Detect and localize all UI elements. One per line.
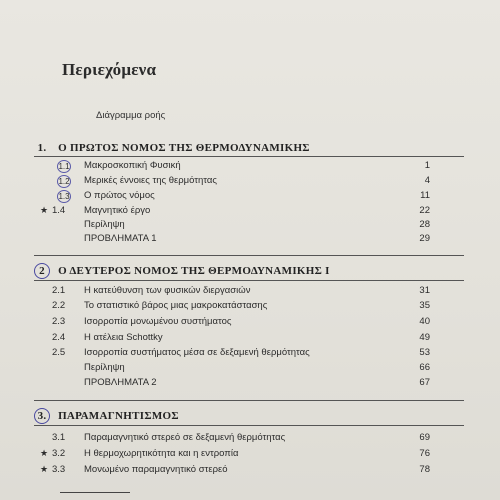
entry-number: 1.1 xyxy=(58,162,70,171)
toc-entry xyxy=(40,175,440,188)
chapter-rule xyxy=(34,425,464,426)
entry-number: 2.3 xyxy=(52,316,66,327)
entry-number: 1.4 xyxy=(52,205,66,216)
star-mark-icon: ★ xyxy=(40,464,49,474)
toc-entry xyxy=(40,377,440,390)
entry-title: ΠΡΟΒΛΗΜΑΤΑ 2 xyxy=(84,377,157,388)
entry-title: Ο πρώτος νόμος xyxy=(84,190,155,201)
entry-page: 28 xyxy=(419,219,430,230)
chapter-title: Ο ΔΕΥΤΕΡΟΣ ΝΟΜΟΣ ΤΗΣ ΘΕΡΜΟΔΥΝΑΜΙΚΗΣ I xyxy=(58,265,330,277)
entry-page: 76 xyxy=(419,448,430,459)
toc-entry xyxy=(40,316,440,329)
entry-title: Περίληψη xyxy=(84,362,125,373)
entry-title: Μακροσκοπική Φυσική xyxy=(84,160,181,171)
entry-page: 53 xyxy=(419,347,430,358)
entry-page: 11 xyxy=(420,190,430,201)
footnote-rule xyxy=(60,492,130,493)
toc-entry xyxy=(40,160,440,173)
toc-entry xyxy=(40,219,440,232)
chapter-title: Ο ΠΡΩΤΟΣ ΝΟΜΟΣ ΤΗΣ ΘΕΡΜΟΔΥΝΑΜΙΚΗΣ xyxy=(58,142,310,154)
toc-entry xyxy=(40,332,440,345)
chapter-3-heading xyxy=(34,408,179,424)
entry-title: Παραμαγνητικό στερεό σε δεξαμενή θερμότητας xyxy=(84,432,286,443)
toc-entry xyxy=(40,464,440,477)
flow-diagram-label: Διάγραμμα ροής xyxy=(96,110,166,121)
entry-page: 4 xyxy=(424,175,430,186)
toc-entry xyxy=(40,205,440,218)
star-mark-icon: ★ xyxy=(40,205,49,215)
entry-page: 22 xyxy=(419,205,430,216)
entry-title: Ισορροπία συστήματος μέσα σε δεξαμενή θερμότητας xyxy=(84,347,310,358)
entry-page: 67 xyxy=(419,377,430,388)
page-title: Περιεχόμενα xyxy=(62,60,157,79)
entry-title: Μαγνητικό έργο xyxy=(84,205,151,216)
entry-title: Το στατιστικό βάρος μιας μακροκατάστασης xyxy=(84,300,268,311)
entry-number: 1.3 xyxy=(58,192,70,201)
chapter-rule xyxy=(34,280,464,281)
entry-number: 1.2 xyxy=(58,177,70,186)
entry-number: 3.1 xyxy=(52,432,66,443)
toc-entry xyxy=(40,347,440,360)
entry-title: Μερικές έννοιες της θερμότητας xyxy=(84,175,217,186)
toc-entry xyxy=(40,233,440,246)
entry-number: 2.4 xyxy=(52,332,66,343)
entry-title: Μονωμένο παραμαγνητικό στερεό xyxy=(84,464,228,475)
entry-title: ΠΡΟΒΛΗΜΑΤΑ 1 xyxy=(84,233,157,244)
chapter-title: ΠΑΡΑΜΑΓΝΗΤΙΣΜΟΣ xyxy=(58,410,179,422)
entry-number: 2.5 xyxy=(52,347,66,358)
chapter-number: 2 xyxy=(34,263,50,279)
entry-title: Η κατεύθυνση των φυσικών διεργασιών xyxy=(84,285,251,296)
chapter-rule xyxy=(34,156,464,157)
entry-page: 35 xyxy=(419,300,430,311)
entry-number: 2.1 xyxy=(52,285,66,296)
entry-number: 2.2 xyxy=(52,300,66,311)
entry-title: Η ατέλεια Schottky xyxy=(84,332,163,343)
toc-entry xyxy=(40,300,440,313)
chapter-number: 1. xyxy=(37,142,47,154)
entry-page: 69 xyxy=(419,432,430,443)
entry-page: 29 xyxy=(419,233,430,244)
toc-entry xyxy=(40,432,440,445)
chapter-2-heading xyxy=(34,263,330,279)
entry-page: 31 xyxy=(419,285,430,296)
entry-title: Ισορροπία μονωμένου συστήματος xyxy=(84,316,232,327)
entry-number: 3.2 xyxy=(52,448,66,459)
entry-page: 78 xyxy=(419,464,430,475)
entry-page: 40 xyxy=(419,316,430,327)
toc-entry xyxy=(40,448,440,461)
chapter-number: 3. xyxy=(34,408,50,424)
toc-entry xyxy=(40,362,440,375)
toc-entry xyxy=(40,285,440,298)
entry-number: 3.3 xyxy=(52,464,66,475)
toc-entry xyxy=(40,190,440,203)
entry-page: 1 xyxy=(424,160,430,171)
entry-title: Η θερμοχωρητικότητα και η εντροπία xyxy=(84,448,239,459)
chapter-rule xyxy=(34,255,464,256)
entry-page: 66 xyxy=(419,362,430,373)
chapter-rule xyxy=(34,400,464,401)
star-mark-icon: ★ xyxy=(40,448,49,458)
entry-title: Περίληψη xyxy=(84,219,125,230)
entry-page: 49 xyxy=(419,332,430,343)
chapter-1-heading xyxy=(34,140,310,156)
